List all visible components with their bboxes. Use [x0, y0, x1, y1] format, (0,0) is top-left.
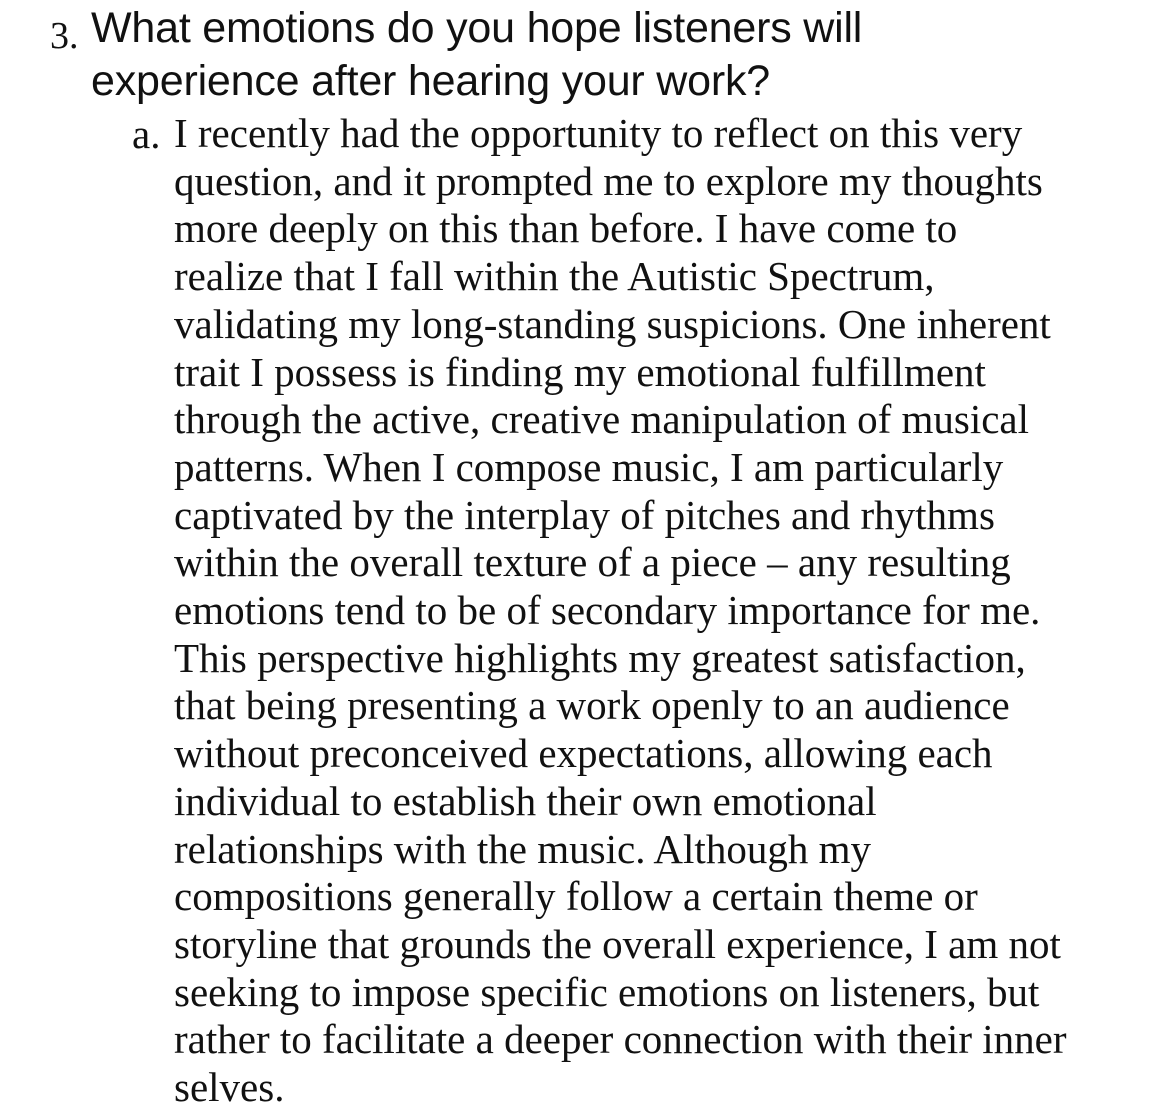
answer-line: storyline that grounds the overall experience, I am not — [174, 920, 1061, 967]
answer-line: emotions tend to be of secondary importance for me. — [174, 587, 1041, 634]
answer-line: relationships with the music. Although my — [174, 825, 871, 872]
question-number: 3. — [50, 15, 79, 57]
answer-line: more deeply on this than before. I have come to — [174, 205, 958, 252]
answer-line: compositions generally follow a certain theme or — [174, 873, 978, 920]
answer-line: selves. — [174, 1064, 285, 1111]
answer-line: realize that I fall within the Autistic Spectrum, — [174, 253, 935, 300]
question-line: experience after hearing your work? — [91, 57, 770, 105]
answer-text — [174, 110, 1134, 1112]
answer-line: seeking to impose specific emotions on listeners, but — [174, 968, 1040, 1015]
answer-line: without preconceived expectations, allowing each — [174, 730, 993, 777]
answer-line: question, and it prompted me to explore my thoughts — [174, 157, 1043, 204]
answer-line: patterns. When I compose music, I am particularly — [174, 443, 1004, 490]
answer-line: individual to establish their own emotional — [174, 777, 877, 824]
answer-line: within the overall texture of a piece – any resulting — [174, 539, 1011, 586]
answer-line: captivated by the interplay of pitches and rhythms — [174, 491, 995, 538]
answer-line: trait I possess is finding my emotional fulfillment — [174, 348, 986, 395]
answer-line: rather to facilitate a deeper connection with their inner — [174, 1016, 1067, 1063]
answer-line: I recently had the opportunity to reflect on this very — [174, 110, 1023, 156]
answer-line: validating my long-standing suspicions. One inherent — [174, 300, 1051, 347]
question-line: What emotions do you hope listeners will — [91, 4, 863, 52]
answer-line: through the active, creative manipulation of musical — [174, 396, 1030, 443]
answer-line: that being presenting a work openly to an audience — [174, 682, 1010, 729]
question-text — [91, 2, 1091, 108]
answer-label: a. — [132, 111, 161, 157]
answer-line: This perspective highlights my greatest satisfaction, — [174, 634, 1026, 681]
